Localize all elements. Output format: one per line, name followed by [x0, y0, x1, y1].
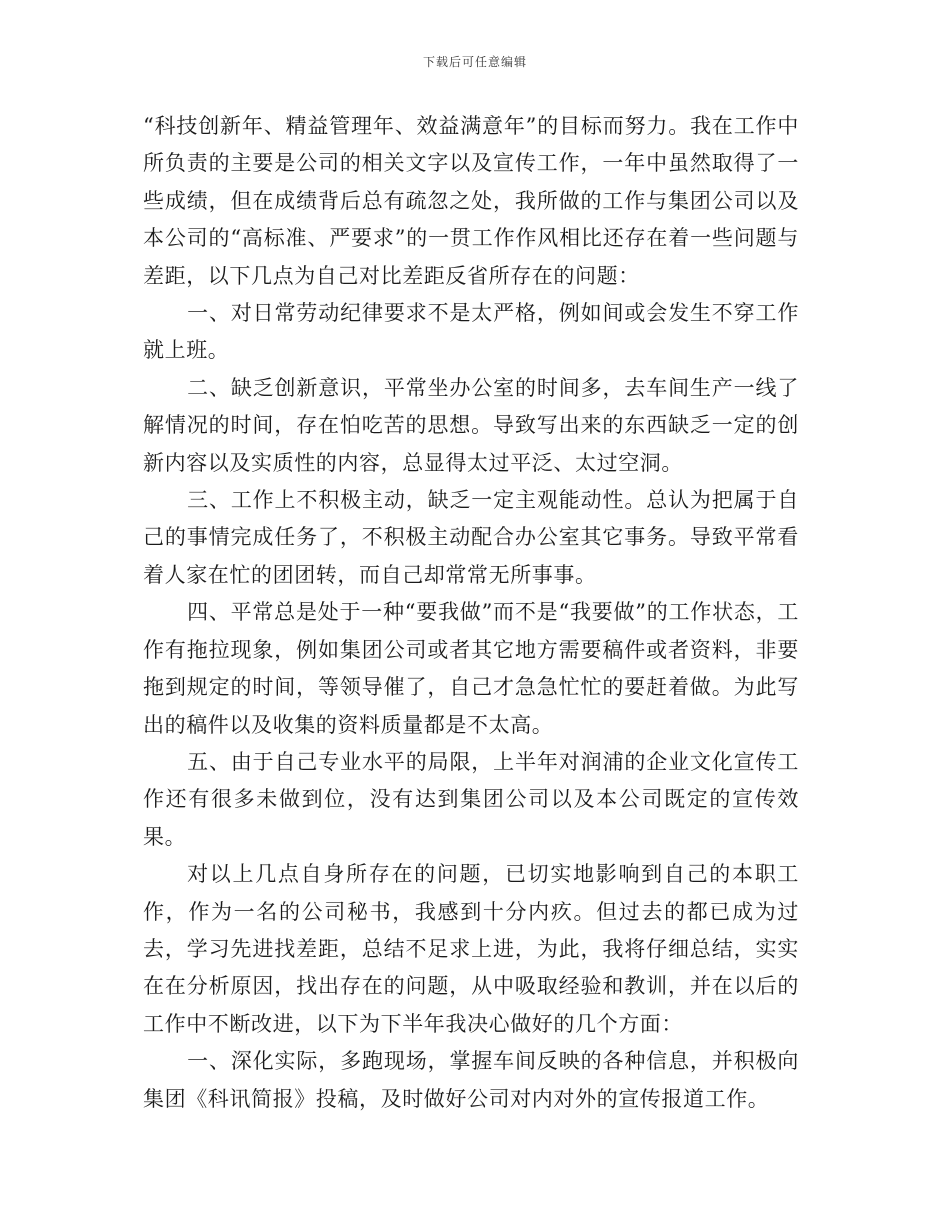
paragraph-problem-5: 五、由于自己专业水平的局限，上半年对润浦的企业文化宣传工作还有很多未做到位，没有达到集团公司以及本公司既定的宣传效果。 [143, 749, 799, 849]
paragraph-plan-1: 一、深化实际，多跑现场，掌握车间反映的各种信息，并积极向集团《科讯简报》投稿，及时做好公司对内对外的宣传报道工作。 [143, 1049, 799, 1111]
page-header: 下载后可任意编辑 [422, 55, 527, 69]
paragraph-problem-4: 四、平常总是处于一种“要我做”而不是“我要做”的工作状态，工作有拖拉现象，例如集团公司或者其它地方需要稿件或者资料，非要拖到规定的时间，等领导催了，自己才急急忙忙的要赶着做。为此写出的稿件以及收集的资料质量都是不太高。 [143, 600, 799, 737]
paragraph-problem-2: 二、缺乏创新意识，平常坐办公室的时间多，去车间生产一线了解情况的时间，存在怕吃苦的思想。导致写出来的东西缺乏一定的创新内容以及实质性的内容，总显得太过平泛、太过空洞。 [143, 375, 799, 475]
paragraph-problem-1: 一、对日常劳动纪律要求不是太严格，例如间或会发生不穿工作就上班。 [143, 301, 799, 363]
paragraph-reflection: 对以上几点自身所存在的问题，已切实地影响到自己的本职工作，作为一名的公司秘书，我感到十分内疚。但过去的都已成为过去，学习先进找差距，总结不足求上进，为此，我将仔细总结，实实在在分析原因，找出存在的问题，从中吸取经验和教训，并在以后的工作中不断改进，以下为下半年我决心做好的几个方面： [143, 862, 799, 1036]
paragraph-problem-3: 三、工作上不积极主动，缺乏一定主观能动性。总认为把属于自己的事情完成任务了，不积极主动配合办公室其它事务。导致平常看着人家在忙的团团转，而自己却常常无所事事。 [143, 488, 799, 587]
paragraph-intro: “科技创新年、精益管理年、效益满意年”的目标而努力。我在工作中所负责的主要是公司的相关文字以及宣传工作，一年中虽然取得了一些成绩，但在成绩背后总有疏忽之处，我所做的工作与集团公司以及本公司的“高标准、严要求”的一贯工作作风相比还存在着一些问题与差距，以下几点为自己对比差距反省所存在的问题： [143, 114, 799, 288]
document-body [143, 108, 799, 1118]
